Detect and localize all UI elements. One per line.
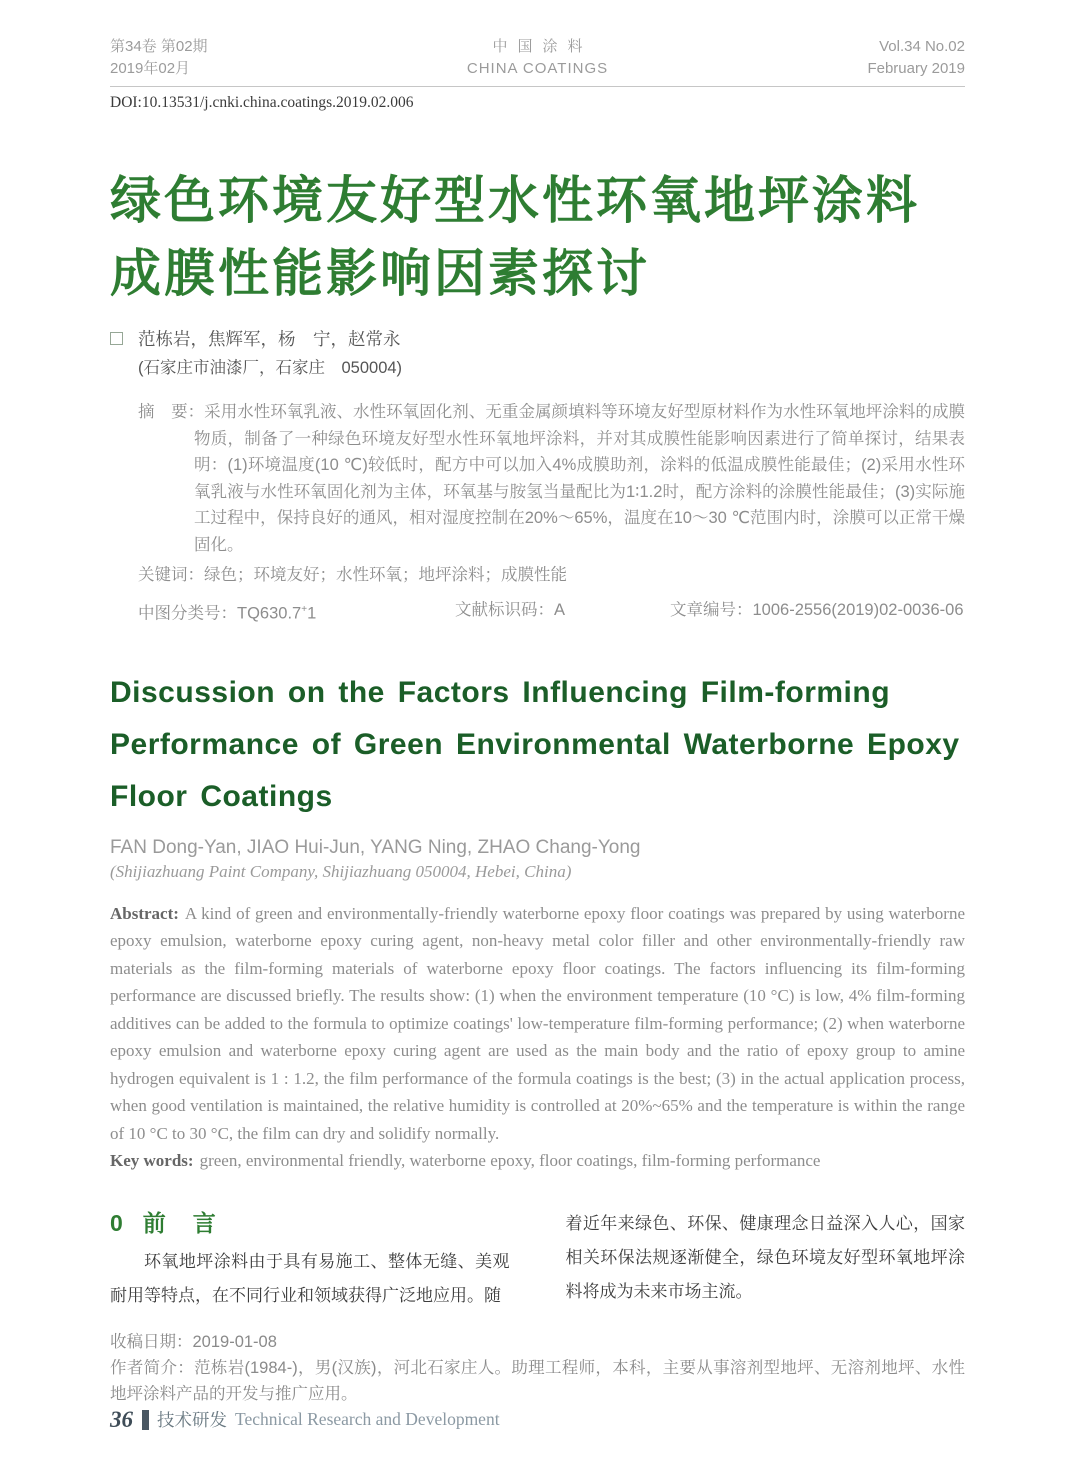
intro-column-left	[110, 1207, 510, 1313]
header-left	[110, 36, 330, 80]
keywords-en-label: Key words:	[110, 1151, 194, 1170]
authors-cn: 范栋岩，焦辉军，杨 宁，赵常永	[138, 329, 401, 349]
authors-en: FAN Dong-Yan, JIAO Hui-Jun, YANG Ning, ZHAO Chang-Yong	[110, 836, 641, 858]
section-title: 前 言	[142, 1209, 218, 1236]
volume-issue-en: Vol.34 No.02	[879, 38, 965, 55]
article-title-en-line3: Floor Coatings	[110, 779, 333, 813]
footnotes-block	[110, 1329, 965, 1407]
affiliation-en: (Shijiazhuang Paint Company, Shijiazhuang 050004, Hebei, China)	[110, 861, 572, 881]
introduction-section	[110, 1207, 965, 1313]
article-id-label: 文章编号：	[670, 600, 753, 619]
author-biography	[110, 1355, 965, 1407]
author-biography-label: 作者简介：	[110, 1358, 195, 1377]
author-biography-text: 范栋岩(1984-)，男(汉族)，河北石家庄人。助理工程师，本科，主要从事溶剂型地坪、无溶剂地坪、水性地坪涂料产品的开发与推广应用。	[110, 1358, 965, 1403]
journal-name-en: CHINA COATINGS	[466, 60, 609, 77]
keywords-cn-text: 绿色；环境友好；水性环氧；地坪涂料；成膜性能	[204, 566, 567, 584]
keywords-en-text: green, environmental friendly, waterborne epoxy, floor coatings, film-forming performance	[199, 1151, 821, 1170]
intro-paragraph-col1: 环氧地坪涂料由于具有易施工、整体无缝、美观耐用等特点，在不同行业和领域获得广泛地应用。随	[110, 1251, 510, 1305]
article-title-en-line2: Performance of Green Environmental Waterborne Epoxy	[110, 727, 960, 761]
affiliation-cn: (石家庄市油漆厂，石家庄 050004)	[138, 359, 403, 377]
abstract-cn-text: 采用水性环氧乳液、水性环氧固化剂、无重金属颜填料等环境友好型原材料作为水性环氧地坪涂料的成膜物质，制备了一种绿色环境友好型水性环氧地坪涂料，并对其成膜性能影响因素进行了简单探讨，结果表明：(1)环境温度(10 ℃)较低时，配方中可以加入4%成膜助剂，涂料的低温成膜性能最佳；(2)采用水性环氧乳液与水性环氧固化剂为主体，环氧基与胺氢当量配比为1∶1.2时，配方涂料的涂膜性能最佳；(3)实际施工过程中，保持良好的通风，相对湿度控制在20%～65%，温度在10～30 ℃范围内时，涂膜可以正常干燥固化。	[194, 403, 966, 554]
date-en: February 2019	[867, 60, 965, 77]
article-title-cn-line1: 绿色环境友好型水性环氧地坪涂料	[110, 172, 921, 229]
footer-section-cn: 技术研发	[157, 1410, 227, 1430]
article-title-en	[110, 667, 965, 823]
article-title-en-line1: Discussion on the Factors Influencing Film-forming	[110, 675, 891, 709]
footer-section-en: Technical Research and Development	[235, 1409, 500, 1429]
clc-label: 中图分类号：	[138, 604, 237, 622]
article-title-cn-line2: 成膜性能影响因素探讨	[110, 245, 651, 302]
intro-column-right	[566, 1207, 966, 1313]
volume-issue-cn: 第34卷 第02期	[110, 38, 208, 55]
keywords-cn	[138, 562, 965, 589]
footer-bar-icon	[142, 1410, 149, 1430]
clc-superscript: +	[301, 603, 308, 615]
section-heading-intro	[110, 1207, 510, 1239]
page-number: 36	[110, 1406, 133, 1432]
received-date-value: 2019-01-08	[192, 1332, 277, 1351]
abstract-cn-label: 摘 要：	[138, 403, 205, 421]
authors-cn-row	[110, 326, 965, 351]
keywords-cn-label: 关键词：	[138, 566, 204, 584]
clc-value: TQ630.7	[237, 604, 302, 622]
header-right	[745, 36, 965, 80]
document-code-value: A	[554, 600, 566, 619]
article-id	[670, 597, 964, 627]
doi-text: DOI:10.13531/j.cnki.china.coatings.2019.02.006	[110, 94, 414, 111]
received-date	[110, 1329, 965, 1355]
document-code	[455, 597, 670, 627]
abstract-en	[110, 900, 965, 1148]
received-date-label: 收稿日期：	[110, 1332, 193, 1351]
clc-number	[138, 597, 455, 627]
journal-name-cn: 中国涂料	[492, 38, 593, 55]
keywords-en	[110, 1147, 965, 1175]
author-marker-square-icon	[110, 332, 123, 345]
abstract-en-label: Abstract:	[110, 903, 179, 923]
article-meta-row	[138, 597, 965, 627]
section-number: 0	[110, 1209, 123, 1236]
clc-tail: 1	[307, 604, 317, 622]
article-id-value: 1006-2556(2019)02-0036-06	[752, 600, 964, 619]
article-title-cn	[110, 164, 965, 310]
header-center	[467, 36, 608, 80]
date-cn: 2019年02月	[110, 60, 191, 77]
abstract-cn	[138, 399, 965, 558]
intro-paragraph-col2: 着近年来绿色、环保、健康理念日益深入人心，国家相关环保法规逐渐健全，绿色环境友好型环氧地坪涂料将成为未来市场主流。	[565, 1213, 965, 1301]
chinese-abstract-block	[110, 387, 965, 627]
document-code-label: 文献标识码：	[455, 600, 554, 619]
page-footer	[110, 1407, 965, 1433]
abstract-en-text: A kind of green and environmentally-friendly waterborne epoxy floor coatings was prepared by using waterborne epoxy emulsion, waterborne epoxy curing agent, non-heavy metal color filler and other environmentally-friendly raw materials as the film-forming materials of waterborne epoxy floor coatings. The factors influencing its film-forming performance are discussed briefly. The results show: (1) when the environment temperature (10 °C) is low, 4% film-forming additives can be added to the formula to optimize coatings' low-temperature film-forming performance; (2) when waterborne epoxy emulsion and waterborne epoxy curing agent are used as the main body and the ratio of epoxy group to amine hydrogen equivalent is 1 : 1.2, the film performance of the formula coatings is the best; (3) in the actual application process, when good ventilation is maintained, the relative humidity is controlled at 20%~65% and the temperature is within the range of 10 °C to 30 °C, the film can dry and solidify normally.	[110, 903, 965, 1143]
journal-header	[110, 36, 965, 87]
